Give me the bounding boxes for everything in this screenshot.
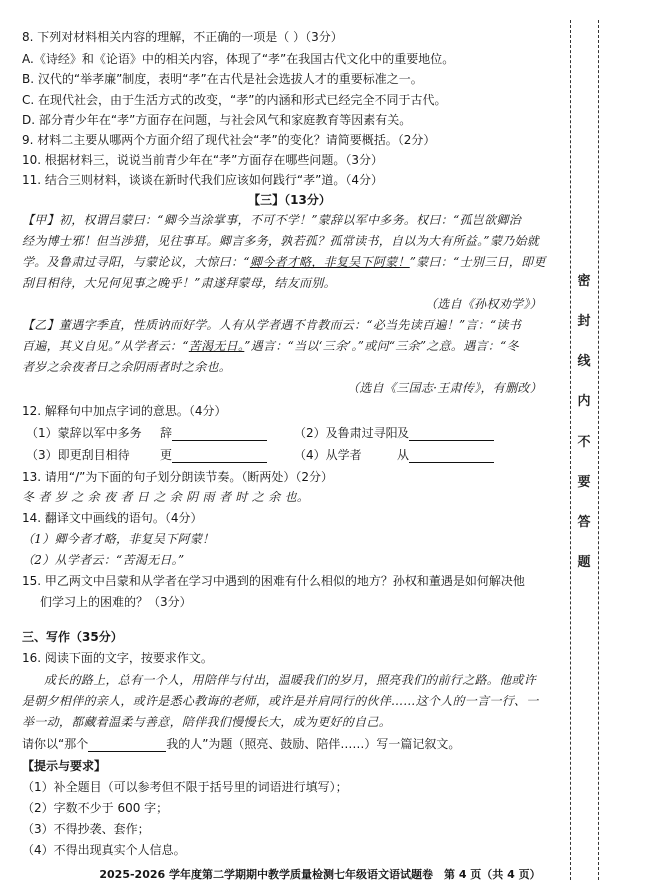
q12-item-4: （4）从学者 — [294, 448, 362, 462]
seal-char: 题 — [577, 554, 591, 570]
passage-jia-text: 学。及鲁肃过寻阳，与蒙论议，大惊曰：“ — [22, 255, 250, 269]
q12-word-1: 辞 — [160, 426, 267, 441]
seal-text — [573, 270, 595, 570]
q12-stem: 12. 解释句中加点字词的意思。（4分） — [22, 404, 227, 418]
q8-option-c: C. 在现代社会，由于生活方式的改变，“孝”的内涵和形式已经完全不同于古代。 — [22, 93, 447, 107]
q14-sentence-1: （1）卿今者才略，非复吴下阿蒙！ — [22, 532, 215, 546]
section-3-title: 【三】（13分） — [248, 193, 331, 207]
q12-word-2: 及 — [397, 426, 494, 441]
answer-blank-2[interactable] — [409, 428, 494, 441]
tip-2: （2）字数不少于 600 字； — [22, 801, 169, 815]
prompt-line-3: 举一动，都藏着温柔与善意，陪伴我们慢慢长大，成为更好的自己。 — [22, 715, 392, 729]
prompt-line-1: 成长的路上，总有一个人，用陪伴与付出，温暖我们的岁月，照亮我们的前行之路。他或许 — [44, 673, 537, 687]
seal-char: 封 — [577, 314, 591, 330]
q11-stem: 11. 结合三则材料，谈谈在新时代我们应该如何践行“孝”道。（4分） — [22, 173, 383, 187]
answer-blank-4[interactable] — [409, 450, 494, 463]
seal-char: 答 — [577, 514, 591, 530]
q8-stem: 8. 下列对材料相关内容的理解，不正确的一项是（ ）（3分） — [22, 30, 343, 44]
answer-blank-1[interactable] — [172, 428, 267, 441]
q9-stem: 9. 材料二主要从哪两个方面介绍了现代社会“孝”的变化？请简要概括。（2分） — [22, 133, 436, 147]
q14-sentence-2: （2）从学者云：“苦渴无日。” — [22, 553, 185, 567]
q14-stem: 14. 翻译文中画线的语句。（4分） — [22, 511, 203, 525]
passage-yi-line-3: 者岁之余夜者日之余阴雨者时之余也。 — [22, 360, 232, 374]
seal-line-right — [598, 20, 600, 880]
writing-section-title: 三、写作（35分） — [22, 630, 123, 644]
tip-3: （3）不得抄袭、套作； — [22, 822, 150, 836]
q13-sentence: 冬 者 岁 之 余 夜 者 日 之 余 阴 雨 者 时 之 余 也。 — [22, 490, 310, 504]
passage-jia-source: （选自《孙权劝学》） — [424, 297, 542, 311]
passage-jia-text-end: ”蒙曰：“士别三日，即更 — [409, 255, 546, 269]
seal-char: 要 — [577, 474, 591, 490]
q12-item-1: （1）蒙辞以军中多务 — [26, 426, 142, 440]
q8-option-d: D. 部分青少年在“孝”方面存在问题，与社会风气和家庭教育等因素有关。 — [22, 113, 412, 127]
page-footer: 2025-2026 学年度第二学期期中教学质量检测七年级语文语试题卷 第 4 页（共 4 页） — [99, 868, 541, 881]
q16-stem: 16. 阅读下面的文字，按要求作文。 — [22, 651, 213, 665]
underlined-sentence-1: 卿今者才略，非复吴下阿蒙！ — [249, 255, 410, 269]
passage-jia-line-3 — [22, 255, 557, 270]
passage-yi-source: （选自《三国志·王肃传》，有删改） — [347, 381, 542, 395]
seal-char: 线 — [577, 354, 591, 370]
tip-1: （1）补全题目（可以参考但不限于括号里的词语进行填写）； — [22, 780, 348, 794]
essay-title-blank[interactable] — [88, 739, 166, 752]
passage-jia-line-2: 经为博士邪！但当涉猎，见往事耳。卿言多务，孰若孤？孤常读书，自以为大有所益。”蒙乃始就 — [22, 234, 540, 248]
passage-yi-text-end: ”遇言：“当以‘三余’。”或问“三余”之意。遇言：“冬 — [244, 339, 519, 353]
seal-char: 不 — [577, 434, 591, 450]
passage-jia-line-4: 刮目相待，大兄何见事之晚乎！”肃遂拜蒙母，结友而别。 — [22, 276, 336, 290]
q13-stem: 13. 请用“/”为下面的句子划分朗读节奏。（断两处）（2分） — [22, 470, 334, 484]
q12-word-4: 从 — [397, 448, 494, 463]
tip-4: （4）不得出现真实个人信息。 — [22, 843, 186, 857]
passage-yi-text: 百遍，其义自见。”从学者云：“ — [22, 339, 189, 353]
answer-blank-3[interactable] — [172, 450, 267, 463]
essay-title-instruction: 请你以“那个 我的人”为题（照亮、鼓励、陪伴……）写一篇记叙文。 — [22, 737, 461, 751]
prompt-line-2: 是朝夕相伴的亲人，或许是悉心教诲的老师，或许是并肩同行的伙伴……这个人的一言一行、一 — [22, 694, 539, 708]
q15-stem-line-1: 15. 甲乙两文中吕蒙和从学者在学习中遇到的困难有什么相似的地方？孙权和董遇是如何解决他 — [22, 574, 525, 588]
q8-option-a: A.《诗经》和《论语》中的相关内容，体现了“孝”在我国古代文化中的重要地位。 — [22, 52, 455, 66]
underlined-sentence-2: 苦渴无日。 — [188, 339, 245, 353]
seal-char: 密 — [577, 274, 591, 289]
passage-yi-line-2 — [22, 339, 557, 354]
q10-stem: 10. 根据材料三，说说当前青少年在“孝”方面存在哪些问题。（3分） — [22, 153, 383, 167]
q8-option-b: B. 汉代的“举孝廉”制度，表明“孝”在古代是社会选拔人才的重要标准之一。 — [22, 72, 423, 86]
q12-item-3: （3）即更刮目相待 — [26, 448, 130, 462]
q15-stem-line-2: 们学习上的困难的？（3分） — [40, 595, 192, 609]
q12-word-3: 更 — [160, 448, 267, 463]
tips-title: 【提示与要求】 — [22, 759, 107, 773]
seal-line-left — [570, 20, 572, 880]
q12-item-2: （2）及鲁肃过寻阳 — [294, 426, 398, 440]
seal-char: 内 — [577, 394, 591, 410]
passage-yi-line-1: 【乙】董遇字季直，性质讷而好学。人有从学者遇不肯教而云：“必当先读百遍！”言：“读书 — [22, 318, 522, 332]
passage-jia-line-1: 【甲】初，权谓吕蒙曰：“卿今当涂掌事，不可不学！”蒙辞以军中多务。权曰：“孤岂欲卿治 — [22, 213, 522, 227]
